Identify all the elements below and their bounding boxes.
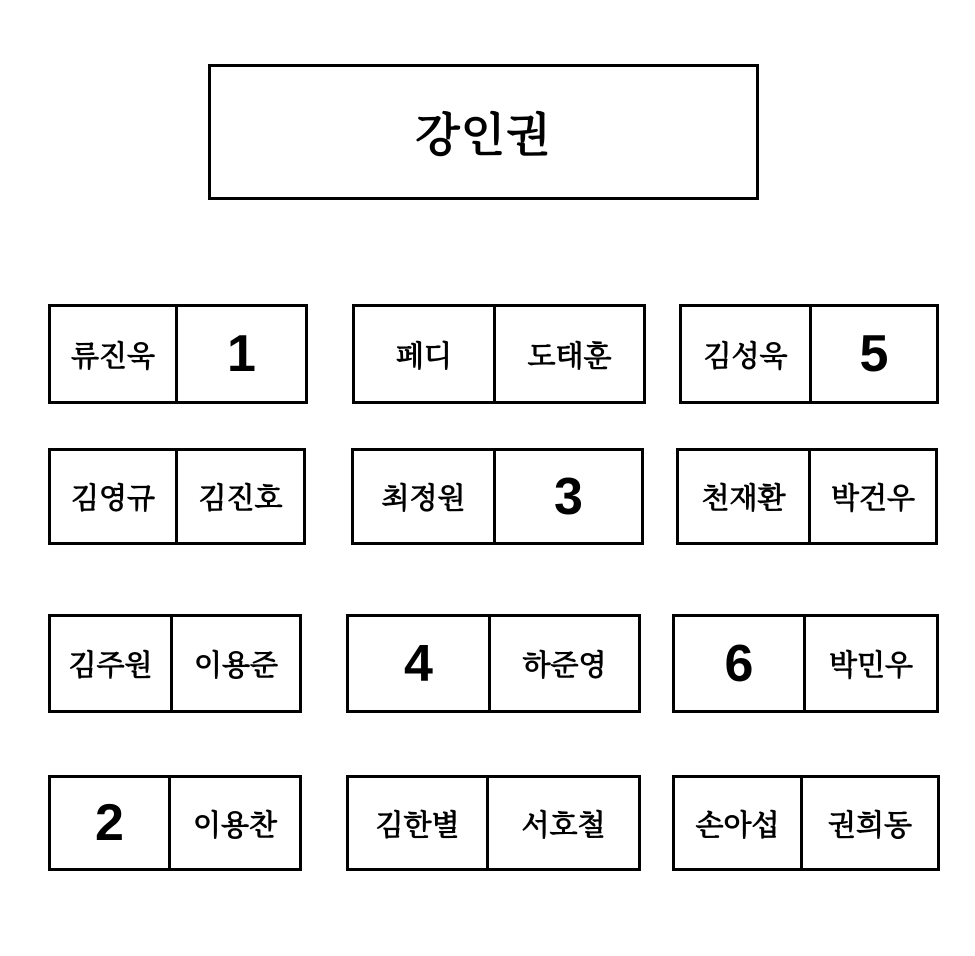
desk-3-right-text: 5 [859,325,889,383]
desk-7-right-text: 이용준 [193,648,279,682]
desk-1-left-text: 류진욱 [70,338,156,373]
title-box [208,64,759,200]
desk-6-right [808,451,935,542]
desk-4-left-text: 김영규 [70,481,156,515]
desk-12-left [675,778,800,868]
desk-2 [352,304,646,404]
desk-8-right [488,617,638,710]
desk-11-left-text: 김한별 [375,807,460,842]
desk-9-left-text: 6 [724,634,754,693]
desk-10-right [168,778,299,868]
desk-12-left-text: 손아섭 [695,807,780,842]
desk-3-left-text: 김성욱 [703,338,788,373]
desk-9-right-text: 박민우 [828,648,914,682]
desk-11-right [486,778,638,868]
desk-8-left-text: 4 [404,634,433,693]
desk-11-left [349,778,486,868]
desk-4-left [51,451,175,542]
desk-2-right-text: 도태훈 [527,338,612,373]
desk-10-right-text: 이용찬 [192,807,278,842]
desk-3 [679,304,939,404]
desk-12 [672,775,940,871]
desk-12-right-text: 권희동 [827,807,913,842]
desk-9 [672,614,939,713]
desk-5-left [354,451,493,542]
desk-5-right-text: 3 [554,467,583,526]
desk-8-right-text: 하준영 [522,648,607,682]
desk-2-right [493,307,643,401]
desk-10-left [51,778,168,868]
desk-1-left [51,307,175,401]
desk-7 [48,614,302,713]
desk-11 [346,775,641,871]
desk-9-right [803,617,936,710]
desk-7-right [170,617,299,710]
desk-7-left-text: 김주원 [68,648,153,682]
desk-5-left-text: 최정원 [381,481,466,515]
desk-12-right [800,778,937,868]
desk-5 [351,448,644,545]
desk-6-left [679,451,808,542]
desk-2-left-text: 페디 [395,338,453,373]
desk-10-left-text: 2 [95,794,124,852]
desk-4-right [175,451,303,542]
desk-4-right-text: 김진호 [198,481,283,515]
desk-8-left [349,617,488,710]
desk-8 [346,614,641,713]
desk-3-right [809,307,936,401]
desk-1-right-text: 1 [227,325,256,383]
title-text: 강인권 [415,108,552,162]
desk-7-left [51,617,170,710]
desk-1-right [175,307,305,401]
desk-3-left [682,307,809,401]
desk-5-right [493,451,641,542]
desk-6-right-text: 박건우 [830,481,916,515]
desk-10 [48,775,302,871]
desk-6-left-text: 천재환 [701,481,786,515]
desk-9-left [675,617,803,710]
desk-11-right-text: 서호철 [521,807,606,842]
desk-1 [48,304,308,404]
desk-6 [676,448,938,545]
desk-2-left [355,307,493,401]
desk-4 [48,448,306,545]
